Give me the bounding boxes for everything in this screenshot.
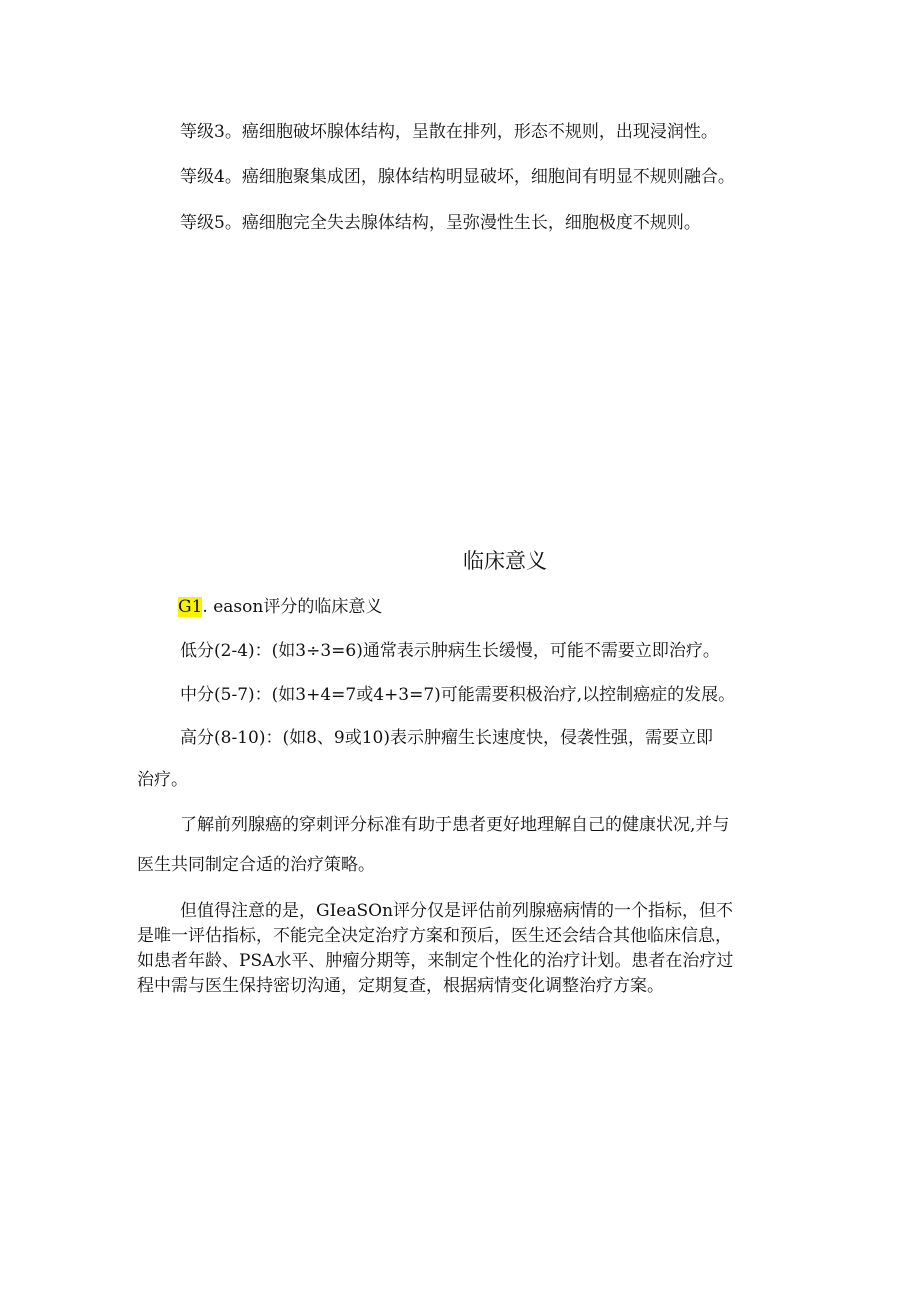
high-score-text-continued: 治疗。 bbox=[137, 770, 188, 790]
understanding-paragraph: 了解前列腺癌的穿刺评分标准有助于患者更好地理解自己的健康状况,并与 bbox=[180, 815, 730, 835]
section-heading: 临床意义 bbox=[463, 549, 547, 573]
low-score-text: 低分(2-4)：(如3÷3=6)通常表示肿病生长缓慢，可能不需要立即治疗。 bbox=[180, 641, 720, 661]
highlighted-text: G1 bbox=[178, 597, 203, 617]
understanding-paragraph-continued: 医生共同制定合适的治疗策略。 bbox=[137, 855, 375, 875]
mid-score-text: 中分(5-7)：(如3+4=7或4+3=7)可能需要积极治疗,以控制癌症的发展。 bbox=[180, 685, 736, 705]
note-paragraph-line-2: 是唯一评估指标，不能完全决定治疗方案和预后，医生还会结合其他临床信息， bbox=[137, 926, 732, 946]
note-paragraph-line-4: 程中需与医生保持密切沟通，定期复查，根据病情变化调整治疗方案。 bbox=[137, 976, 664, 996]
grade-3-text: 等级3。癌细胞破坏腺体结构，呈散在排列，形态不规则，出现浸润性。 bbox=[180, 122, 718, 142]
note-paragraph-line-3: 如患者年龄、PSA水平、肿瘤分期等，来制定个性化的治疗计划。患者在治疗过 bbox=[137, 951, 734, 971]
high-score-text: 高分(8-10)：(如8、9或10)表示肿瘤生长速度快，侵袭性强，需要立即 bbox=[180, 728, 713, 748]
section-intro bbox=[178, 595, 382, 619]
intro-text: . eason评分的临床意义 bbox=[202, 597, 383, 617]
grade-5-text: 等级5。癌细胞完全失去腺体结构，呈弥漫性生长，细胞极度不规则。 bbox=[180, 213, 701, 233]
note-paragraph-line-1: 但值得注意的是，GIeaSOn评分仅是评估前列腺癌病情的一个指标，但不 bbox=[180, 901, 734, 921]
grade-4-text: 等级4。癌细胞聚集成团，腺体结构明显破坏，细胞间有明显不规则融合。 bbox=[180, 167, 735, 187]
